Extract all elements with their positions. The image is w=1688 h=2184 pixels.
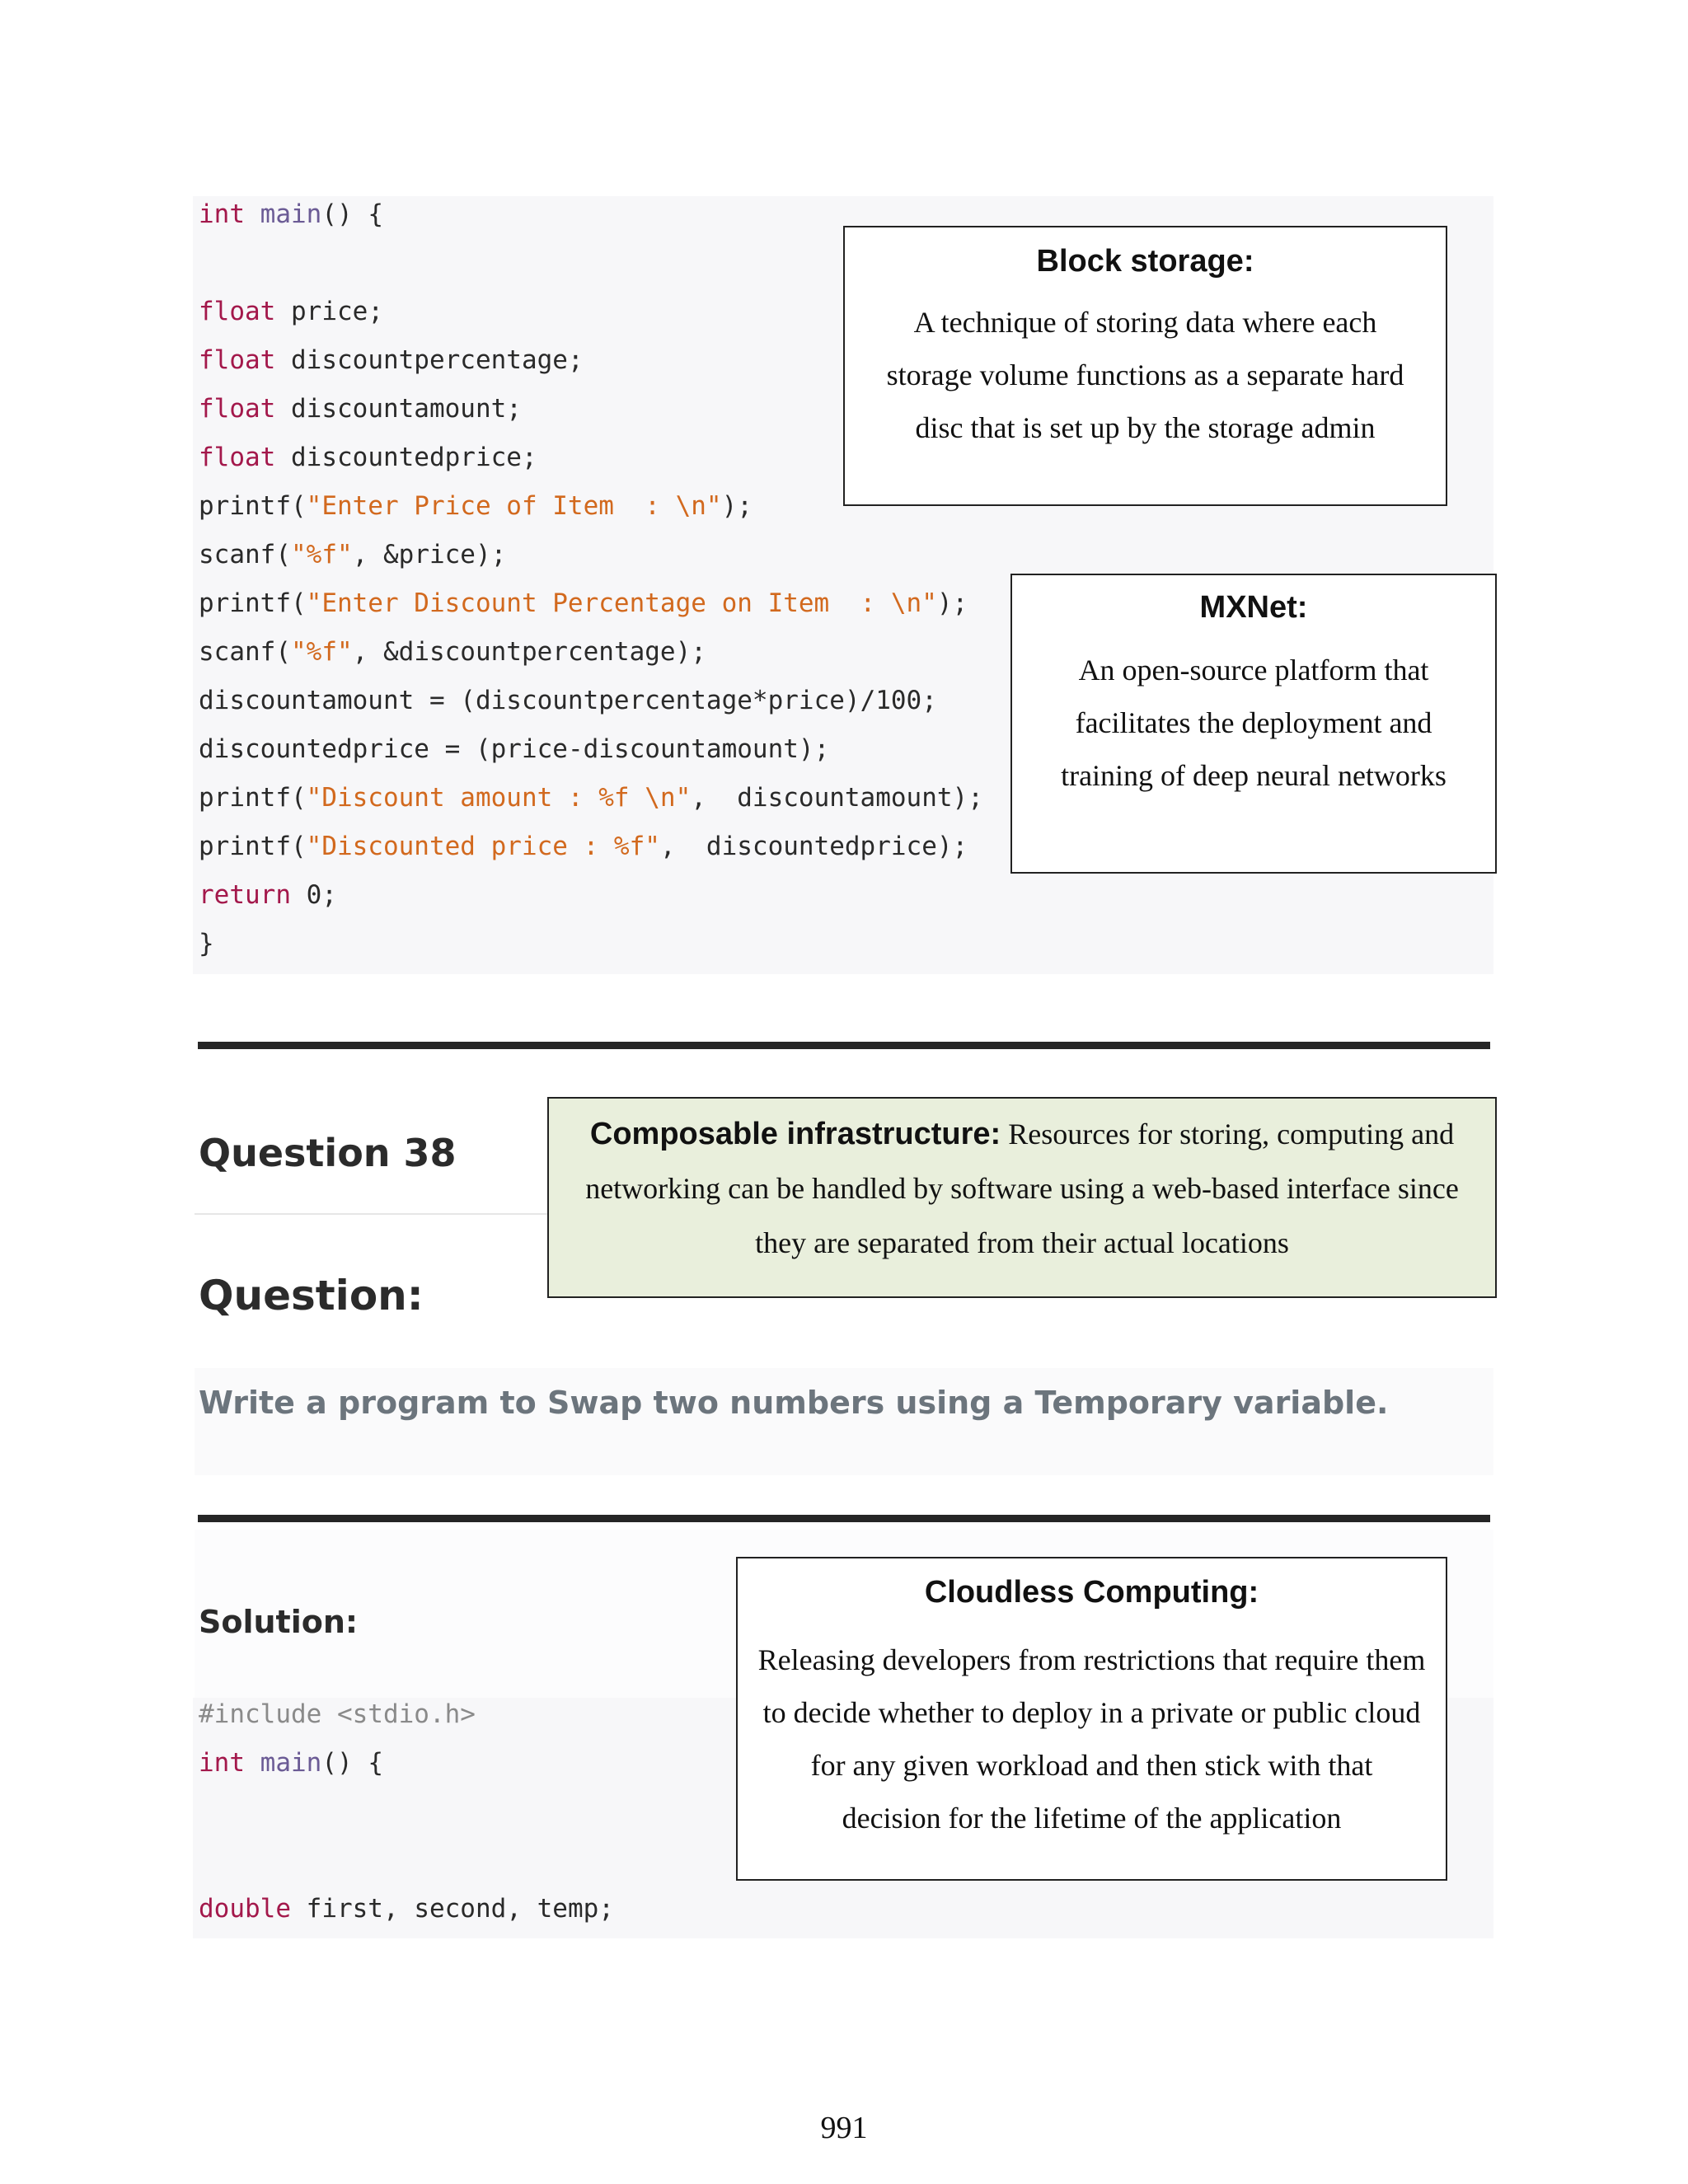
box-title: MXNet:	[1199, 590, 1308, 625]
code-line: printf("Discount amount : %f \n", discountamount);	[199, 783, 983, 813]
question-label: Question:	[199, 1272, 424, 1319]
code-line: double first, second, temp;	[199, 1894, 614, 1924]
code-line: #include <stdio.h>	[199, 1699, 476, 1729]
box-title: Cloudless Computing:	[924, 1575, 1259, 1610]
box-body: A technique of storing data where each storage volume functions as a separate hard disc that is set up by the storage admin	[886, 306, 1404, 444]
question-text: Write a program to Swap two numbers using a Temporary variable.	[199, 1385, 1389, 1421]
definition-box-mxnet	[1010, 574, 1497, 874]
box-title: Composable infrastructure:	[589, 1117, 1001, 1151]
code-line: discountedprice = (price-discountamount);	[199, 734, 830, 764]
code-line: float price;	[199, 297, 383, 326]
code-line	[199, 1836, 614, 1885]
page-number: 991	[820, 2111, 868, 2145]
code-line: int main() {	[199, 199, 383, 229]
definition-box-block-storage	[843, 226, 1447, 506]
question-number: Question 38	[199, 1131, 457, 1175]
code-line: discountamount = (discountpercentage*price)/100;	[199, 686, 937, 715]
code-line: printf("Enter Discount Percentage on Item : \n");	[199, 588, 968, 618]
code-line: scanf("%f", &price);	[199, 540, 507, 569]
code-line: float discountedprice;	[199, 443, 537, 472]
box-body: Resources for storing, computing and networking can be handled by software using a web-based interface since they are separated from their actual locations	[585, 1118, 1459, 1259]
code-line: }	[199, 929, 214, 958]
heading-underline	[195, 1213, 549, 1215]
solution-label: Solution:	[199, 1604, 359, 1640]
section-divider	[198, 1515, 1490, 1522]
code-line: scanf("%f", &discountpercentage);	[199, 637, 706, 667]
code-line: printf("Discounted price : %f", discountedprice);	[199, 832, 968, 861]
box-body: An open-source platform that facilitates the deployment and training of deep neural networks	[1061, 654, 1447, 792]
section-divider	[198, 1042, 1490, 1049]
solution-code-block	[199, 1690, 614, 1933]
box-title: Block storage:	[1036, 244, 1254, 279]
definition-box-cloudless-computing	[736, 1557, 1447, 1881]
code-line: float discountpercentage;	[199, 345, 584, 375]
code-line: float discountamount;	[199, 394, 522, 424]
code-line: printf("Enter Price of Item : \n");	[199, 491, 753, 521]
box-body: Releasing developers from restrictions that require them to decide whether to deploy in a private or public cloud for any given workload and then stick with that decision for the lifetime of the application	[757, 1643, 1426, 1835]
code-line: return 0;	[199, 880, 337, 910]
definition-box-composable-infrastructure	[547, 1097, 1497, 1298]
code-line: int main() {	[199, 1748, 383, 1778]
code-line	[199, 1788, 614, 1836]
